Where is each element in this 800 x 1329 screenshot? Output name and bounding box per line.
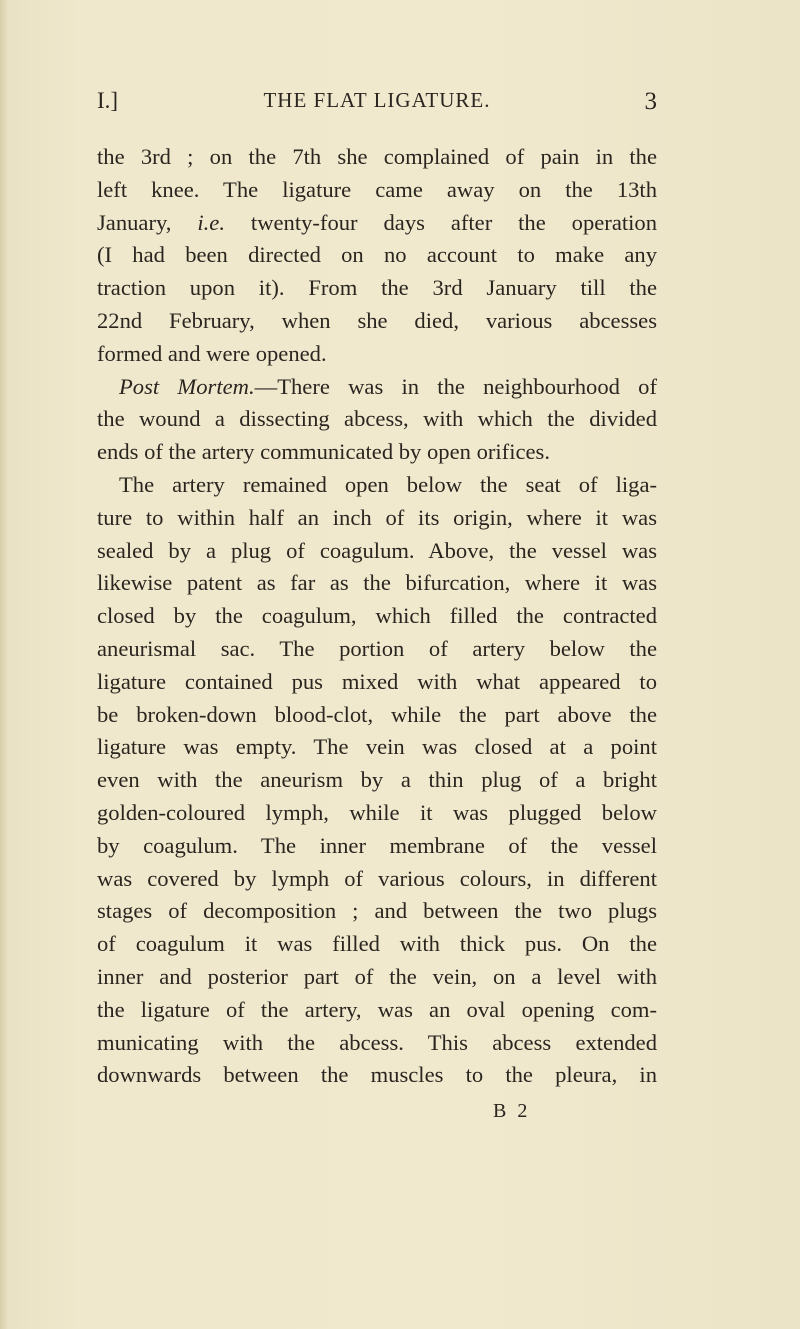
text-line: by coagulum. The inner membrane of the vessel [97, 832, 657, 858]
text-line: likewise patent as far as the bifurcation, where it was [97, 570, 657, 596]
text-line: was covered by lymph of various colours, in different [97, 865, 657, 891]
text-line: ligature was empty. The vein was closed at a point [97, 734, 657, 760]
italic-phrase: Post Mortem. [119, 373, 255, 399]
text-line: stages of decomposition ; and between the two plugs [97, 898, 657, 924]
text-line: The artery remained open below the seat of liga- [119, 471, 657, 497]
text-line: (I had been directed on no account to make any [97, 242, 657, 268]
running-header [97, 88, 657, 122]
text-line: 22nd February, when she died, various abcesses [97, 307, 657, 333]
text-line: ligature contained pus mixed with what appeared to [97, 668, 657, 694]
running-title: THE FLAT LIGATURE. [263, 88, 491, 112]
text-line: left knee. The ligature came away on the 13th [97, 176, 657, 202]
text-line: the wound a dissecting abcess, with which the divided [97, 406, 657, 432]
italic-phrase: i.e. [197, 209, 225, 235]
text-line: municating with the abcess. This abcess extended [97, 1029, 657, 1055]
page-edge-shadow [0, 0, 8, 1329]
body-text [97, 141, 657, 1092]
text-line: January, i.e. twenty-four days after the operation [97, 209, 657, 235]
text-line: the 3rd ; on the 7th she complained of pain in the [97, 144, 657, 169]
page-number: 3 [644, 88, 657, 115]
text-line: ture to within half an inch of its origin, where it was [97, 504, 657, 530]
text-line: aneurismal sac. The portion of artery below the [97, 635, 657, 661]
text-line: closed by the coagulum, which filled the contracted [97, 603, 657, 629]
text-line: be broken-down blood-clot, while the part above the [97, 701, 657, 727]
text-line: inner and posterior part of the vein, on a level with [97, 963, 657, 989]
text-line: traction upon it). From the 3rd January till the [97, 275, 657, 301]
text-line: even with the aneurism by a thin plug of a bright [97, 767, 657, 793]
text-line: of coagulum it was filled with thick pus. On the [97, 931, 657, 957]
text-line: the ligature of the artery, was an oval opening com- [97, 996, 657, 1022]
text-line: sealed by a plug of coagulum. Above, the vessel was [97, 537, 657, 563]
text-line: ends of the artery communicated by open orifices. [97, 439, 550, 465]
text-line: Post Mortem.—There was in the neighbourhood of [119, 373, 657, 399]
text-line: golden-coloured lymph, while it was plugged below [97, 799, 657, 825]
signature-mark: B 2 [493, 1100, 531, 1122]
text-line: formed and were opened. [97, 340, 327, 366]
text-line: downwards between the muscles to the pleura, in [97, 1062, 657, 1088]
chapter-marker: I.] [97, 88, 119, 113]
